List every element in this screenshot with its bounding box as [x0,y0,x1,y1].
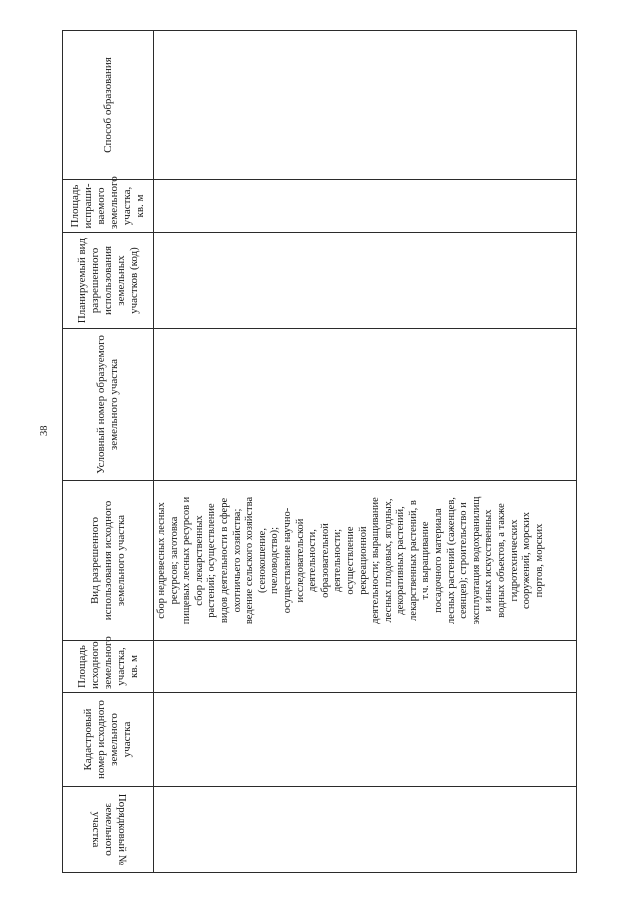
permitted-use-line: и иных искусственных [483,509,495,612]
permitted-use-line: рекреационной [357,526,369,595]
permitted-use-line: пищевых лесных ресурсов и [181,496,193,625]
header-plot-number: Порядковый № земельного участка [63,787,154,873]
cell-cadastral-number [154,693,577,787]
cell-conditional-number [154,329,577,481]
permitted-use-line: ресурсов; заготовка [168,516,180,605]
permitted-use-line: осуществление [344,526,356,595]
land-plots-table [62,30,577,873]
header-conditional-number: Условный номер образуемого земельного участка [63,329,154,481]
permitted-use-line: деятельности, [307,529,319,592]
permitted-use-line: декоративных растений, [395,506,407,615]
header-formation-method: Способ образования [63,31,154,180]
cell-planned-use [154,233,577,329]
permitted-use-line: осуществление научно- [281,507,293,614]
permitted-use-line: посадочного материала [433,508,445,613]
permitted-use-line: сбор недревесных лесных [156,502,167,619]
cell-plot-number [154,787,577,873]
header-source-permitted-use: Вид разрешенного использования исходного земельного участка [63,481,154,641]
permitted-use-line: сбор лекарственных [193,515,205,606]
permitted-use-line: лекарственных растений, в [407,500,419,621]
permitted-use-line: водных объектов, а также [496,503,508,618]
permitted-use-line: сооружений, морских [521,511,533,610]
table-header-row [63,31,154,873]
permitted-use-line: охотничьего хозяйства; [231,508,243,613]
permitted-use-line: сеянцев); строительство и [458,502,470,619]
permitted-use-line: деятельности; выращивание [370,497,382,624]
permitted-use-line: пчеловодство); [269,526,281,595]
permitted-use-line: портов, морских [533,523,545,598]
page-number: 38 [39,425,50,436]
permitted-use-line: гидротехнических [508,519,520,602]
permitted-use-line: эксплуатация водохранилищ [470,496,482,625]
header-cadastral-number: Кадастровый номер исходного земельного участка [63,693,154,787]
cell-source-area [154,641,577,693]
permitted-use-line: лесных растений (саженцев, [445,497,457,624]
land-plots-table-rotated [62,31,577,873]
permitted-use-line: лесных плодовых, ягодных, [382,498,394,623]
permitted-use-line: растений; осуществление [206,503,218,618]
permitted-use-line: исследовательской [294,518,306,603]
header-requested-area: Площадь испраши-ваемого земельного участка, кв. м [63,180,154,233]
cell-source-permitted-use [154,481,577,641]
permitted-use-line: (сенокошение, [256,528,268,593]
cell-requested-area [154,180,577,233]
permitted-use-line: ведение сельского хозяйства [244,496,256,625]
permitted-use-line: деятельности; [332,528,344,593]
permitted-use-line: т.ч. выращивание [420,521,432,600]
permitted-use-line: образовательной [319,523,331,598]
header-source-area: Площадь исходного земельного участка, кв. м [63,641,154,693]
permitted-use-line: видов деятельности в сфере [218,497,230,624]
cell-formation-method [154,31,577,180]
table-row [154,31,577,873]
header-planned-use: Планируемый вид разрешенного использования земельных участков (код) [63,233,154,329]
